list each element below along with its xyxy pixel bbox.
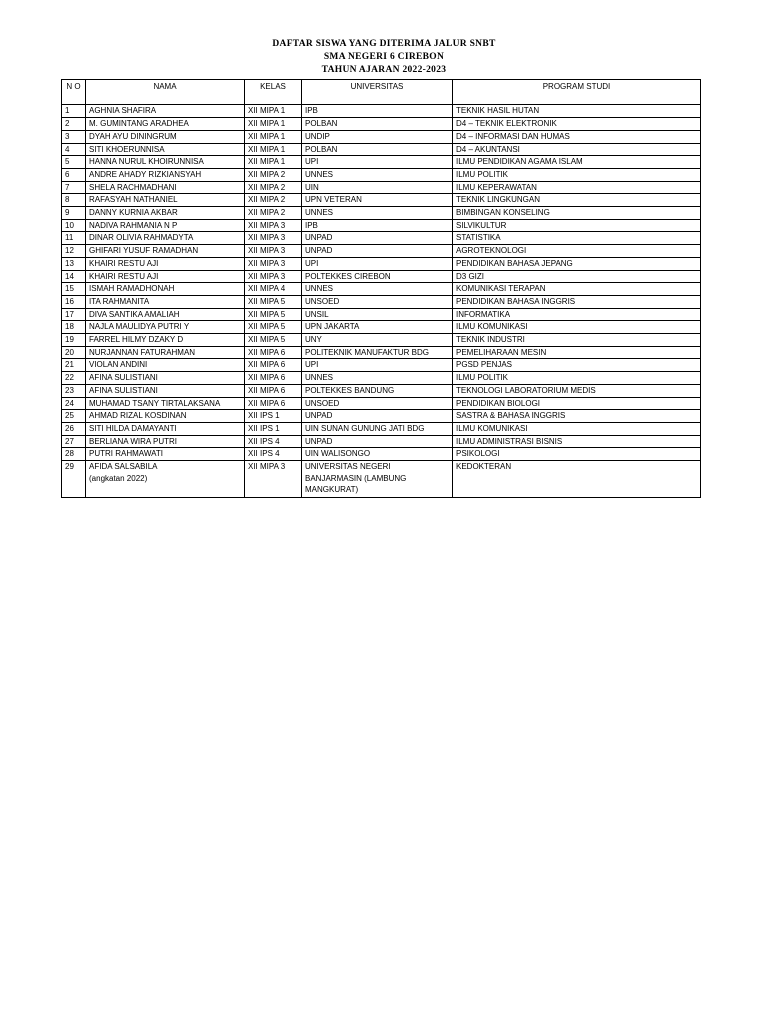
cell-universitas: UNNES	[302, 168, 453, 181]
table-row	[62, 435, 701, 448]
cell-nama: AGHNIA SHAFIRA	[86, 105, 245, 118]
cell-no: 8	[62, 194, 86, 207]
student-name: AFIDA SALSABILA	[89, 462, 158, 472]
cell-nama: KHAIRI RESTU AJI	[86, 257, 245, 270]
table-row	[62, 181, 701, 194]
cell-no: 2	[62, 118, 86, 131]
cell-universitas: UIN	[302, 181, 453, 194]
cell-universitas: UNNES	[302, 283, 453, 296]
table-row	[62, 194, 701, 207]
table-row	[62, 295, 701, 308]
table-row	[62, 143, 701, 156]
cell-no: 9	[62, 207, 86, 220]
cell-no: 27	[62, 435, 86, 448]
cell-no: 6	[62, 168, 86, 181]
cell-program-studi: ILMU ADMINISTRASI BISNIS	[453, 435, 701, 448]
cell-kelas: XII MIPA 3	[245, 232, 302, 245]
cell-universitas: UNY	[302, 334, 453, 347]
cell-no: 25	[62, 410, 86, 423]
cell-program-studi: TEKNIK LINGKUNGAN	[453, 194, 701, 207]
cell-program-studi: PGSD PENJAS	[453, 359, 701, 372]
cell-universitas: UNSIL	[302, 308, 453, 321]
cell-program-studi: STATISTIKA	[453, 232, 701, 245]
cell-nama: SITI HILDA DAMAYANTI	[86, 422, 245, 435]
table-row	[62, 232, 701, 245]
table-row	[62, 130, 701, 143]
column-header-kelas: KELAS	[245, 80, 302, 105]
cell-nama: GHIFARI YUSUF RAMADHAN	[86, 245, 245, 258]
cell-program-studi: BIMBINGAN KONSELING	[453, 207, 701, 220]
document-title-block	[0, 38, 768, 77]
cell-program-studi: SASTRA & BAHASA INGGRIS	[453, 410, 701, 423]
cell-program-studi: TEKNIK INDUSTRI	[453, 334, 701, 347]
cell-nama: FARREL HILMY DZAKY D	[86, 334, 245, 347]
cell-program-studi: KOMUNIKASI TERAPAN	[453, 283, 701, 296]
cell-nama: ANDRE AHADY RIZKIANSYAH	[86, 168, 245, 181]
cell-kelas: XII MIPA 1	[245, 105, 302, 118]
cell-nama: PUTRI RAHMAWATI	[86, 448, 245, 461]
cell-kelas: XII MIPA 5	[245, 295, 302, 308]
cell-program-studi: SILVIKULTUR	[453, 219, 701, 232]
cell-universitas: UNPAD	[302, 410, 453, 423]
cell-no: 28	[62, 448, 86, 461]
cell-kelas: XII IPS 1	[245, 410, 302, 423]
cell-program-studi: PENDIDIKAN BAHASA INGGRIS	[453, 295, 701, 308]
cell-universitas: UPI	[302, 257, 453, 270]
table-row	[62, 308, 701, 321]
cell-nama: NAJLA MAULIDYA PUTRI Y	[86, 321, 245, 334]
cell-universitas: UPI	[302, 359, 453, 372]
cell-no: 24	[62, 397, 86, 410]
cell-nama: AFINA SULISTIANI	[86, 372, 245, 385]
table-row	[62, 384, 701, 397]
cell-universitas: UNPAD	[302, 245, 453, 258]
cell-program-studi: PSIKOLOGI	[453, 448, 701, 461]
cell-kelas: XII MIPA 2	[245, 194, 302, 207]
cell-nama: ITA RAHMANITA	[86, 295, 245, 308]
table-body	[62, 105, 701, 498]
cell-nama: M. GUMINTANG ARADHEA	[86, 118, 245, 131]
table-header-row	[62, 80, 701, 105]
cell-no: 15	[62, 283, 86, 296]
cell-program-studi: PENDIDIKAN BAHASA JEPANG	[453, 257, 701, 270]
cell-no: 10	[62, 219, 86, 232]
cell-nama: DIVA SANTIKA AMALIAH	[86, 308, 245, 321]
cell-universitas: UNPAD	[302, 232, 453, 245]
cell-universitas: POLBAN	[302, 118, 453, 131]
table-row	[62, 372, 701, 385]
cell-program-studi: PEMELIHARAAN MESIN	[453, 346, 701, 359]
cell-kelas: XII MIPA 2	[245, 168, 302, 181]
cell-kelas: XII MIPA 5	[245, 334, 302, 347]
cell-universitas: UIN WALISONGO	[302, 448, 453, 461]
cell-kelas: XII MIPA 3	[245, 219, 302, 232]
cell-nama: HANNA NURUL KHOIRUNNISA	[86, 156, 245, 169]
cell-universitas: UNSOED	[302, 397, 453, 410]
cell-kelas: XII MIPA 5	[245, 308, 302, 321]
cell-no: 14	[62, 270, 86, 283]
cell-kelas: XII MIPA 1	[245, 156, 302, 169]
cell-universitas: POLBAN	[302, 143, 453, 156]
cell-universitas: UNNES	[302, 372, 453, 385]
column-header-nama: NAMA	[86, 80, 245, 105]
cell-nama	[86, 461, 245, 498]
table-row	[62, 270, 701, 283]
cell-kelas: XII MIPA 3	[245, 257, 302, 270]
cell-nama: NURJANNAN FATURAHMAN	[86, 346, 245, 359]
table-row	[62, 461, 701, 498]
cell-program-studi: D3 GIZI	[453, 270, 701, 283]
cell-nama: AHMAD RIZAL KOSDINAN	[86, 410, 245, 423]
table-row	[62, 410, 701, 423]
cell-universitas: UNNES	[302, 207, 453, 220]
cell-kelas: XII MIPA 1	[245, 143, 302, 156]
cell-program-studi: D4 – AKUNTANSI	[453, 143, 701, 156]
cell-no: 7	[62, 181, 86, 194]
cell-nama: KHAIRI RESTU AJI	[86, 270, 245, 283]
cell-kelas: XII IPS 4	[245, 448, 302, 461]
cell-kelas: XII IPS 1	[245, 422, 302, 435]
cell-nama: ISMAH RAMADHONAH	[86, 283, 245, 296]
cell-program-studi: KEDOKTERAN	[453, 461, 701, 498]
cell-nama: DANNY KURNIA AKBAR	[86, 207, 245, 220]
cell-kelas: XII MIPA 2	[245, 207, 302, 220]
cell-nama: RAFASYAH NATHANIEL	[86, 194, 245, 207]
cell-kelas: XII MIPA 3	[245, 245, 302, 258]
table-row	[62, 334, 701, 347]
cell-no: 18	[62, 321, 86, 334]
cell-no: 5	[62, 156, 86, 169]
cell-program-studi: D4 – INFORMASI DAN HUMAS	[453, 130, 701, 143]
cell-no: 29	[62, 461, 86, 498]
table-row	[62, 245, 701, 258]
table-row	[62, 118, 701, 131]
cell-no: 13	[62, 257, 86, 270]
cell-kelas: XII MIPA 2	[245, 181, 302, 194]
table-row	[62, 422, 701, 435]
cell-no: 26	[62, 422, 86, 435]
column-header-no: N O	[62, 80, 86, 105]
table-row	[62, 105, 701, 118]
cell-program-studi: TEKNIK HASIL HUTAN	[453, 105, 701, 118]
cell-kelas: XII MIPA 4	[245, 283, 302, 296]
cell-nama: NADIVA RAHMANIA N P	[86, 219, 245, 232]
table-row	[62, 257, 701, 270]
cell-program-studi: ILMU KEPERAWATAN	[453, 181, 701, 194]
table-row	[62, 168, 701, 181]
cell-kelas: XII IPS 4	[245, 435, 302, 448]
cell-universitas: POLTEKKES BANDUNG	[302, 384, 453, 397]
table-row	[62, 283, 701, 296]
cell-universitas: UNPAD	[302, 435, 453, 448]
cell-universitas: UPN JAKARTA	[302, 321, 453, 334]
cell-nama: AFINA SULISTIANI	[86, 384, 245, 397]
title-line-3: TAHUN AJARAN 2022-2023	[321, 65, 447, 75]
cell-no: 12	[62, 245, 86, 258]
cell-program-studi: ILMU POLITIK	[453, 168, 701, 181]
cell-no: 3	[62, 130, 86, 143]
cell-program-studi: PENDIDIKAN BIOLOGI	[453, 397, 701, 410]
cell-kelas: XII MIPA 6	[245, 372, 302, 385]
table-row	[62, 448, 701, 461]
cell-no: 22	[62, 372, 86, 385]
cell-universitas: IPB	[302, 219, 453, 232]
cell-kelas: XII MIPA 6	[245, 397, 302, 410]
title-line-2: SMA NEGERI 6 CIREBON	[323, 52, 445, 62]
cell-program-studi: ILMU KOMUNIKASI	[453, 321, 701, 334]
cell-program-studi: AGROTEKNOLOGI	[453, 245, 701, 258]
cell-universitas: UNIVERSITAS NEGERI BANJARMASIN (LAMBUNG MANGKURAT)	[302, 461, 453, 498]
cell-program-studi: INFORMATIKA	[453, 308, 701, 321]
cell-kelas: XII MIPA 3	[245, 461, 302, 498]
cell-universitas: UPI	[302, 156, 453, 169]
cell-kelas: XII MIPA 3	[245, 270, 302, 283]
cell-no: 19	[62, 334, 86, 347]
cell-no: 21	[62, 359, 86, 372]
cell-kelas: XII MIPA 6	[245, 384, 302, 397]
cell-nama: DYAH AYU DININGRUM	[86, 130, 245, 143]
cell-universitas: UNSOED	[302, 295, 453, 308]
table-row	[62, 359, 701, 372]
cell-universitas: UIN SUNAN GUNUNG JATI BDG	[302, 422, 453, 435]
cell-universitas: POLITEKNIK MANUFAKTUR BDG	[302, 346, 453, 359]
cell-universitas: UNDIP	[302, 130, 453, 143]
student-name-note: (angkatan 2022)	[89, 473, 148, 483]
table-row	[62, 207, 701, 220]
cell-universitas: POLTEKKES CIREBON	[302, 270, 453, 283]
cell-nama: MUHAMAD TSANY TIRTALAKSANA	[86, 397, 245, 410]
table-row	[62, 156, 701, 169]
cell-kelas: XII MIPA 6	[245, 346, 302, 359]
cell-no: 20	[62, 346, 86, 359]
cell-program-studi: ILMU PENDIDIKAN AGAMA ISLAM	[453, 156, 701, 169]
cell-no: 16	[62, 295, 86, 308]
cell-no: 11	[62, 232, 86, 245]
cell-nama: VIOLAN ANDINI	[86, 359, 245, 372]
table-row	[62, 219, 701, 232]
cell-nama: BERLIANA WIRA PUTRI	[86, 435, 245, 448]
cell-no: 23	[62, 384, 86, 397]
cell-no: 17	[62, 308, 86, 321]
cell-program-studi: ILMU POLITIK	[453, 372, 701, 385]
cell-program-studi: D4 – TEKNIK ELEKTRONIK	[453, 118, 701, 131]
cell-program-studi: ILMU KOMUNIKASI	[453, 422, 701, 435]
cell-universitas: IPB	[302, 105, 453, 118]
cell-nama: SITI KHOERUNNISA	[86, 143, 245, 156]
cell-kelas: XII MIPA 1	[245, 118, 302, 131]
table-row	[62, 321, 701, 334]
cell-kelas: XII MIPA 6	[245, 359, 302, 372]
cell-no: 1	[62, 105, 86, 118]
title-line-1: DAFTAR SISWA YANG DITERIMA JALUR SNBT	[272, 39, 496, 49]
cell-universitas: UPN VETERAN	[302, 194, 453, 207]
student-table	[61, 79, 701, 498]
cell-no: 4	[62, 143, 86, 156]
cell-nama: SHELA RACHMADHANI	[86, 181, 245, 194]
column-header-universitas: UNIVERSITAS	[302, 80, 453, 105]
cell-program-studi: TEKNOLOGI LABORATORIUM MEDIS	[453, 384, 701, 397]
column-header-program-studi: PROGRAM STUDI	[453, 80, 701, 105]
cell-nama: DINAR OLIVIA RAHMADYTA	[86, 232, 245, 245]
cell-kelas: XII MIPA 1	[245, 130, 302, 143]
cell-kelas: XII MIPA 5	[245, 321, 302, 334]
table-row	[62, 346, 701, 359]
table-row	[62, 397, 701, 410]
